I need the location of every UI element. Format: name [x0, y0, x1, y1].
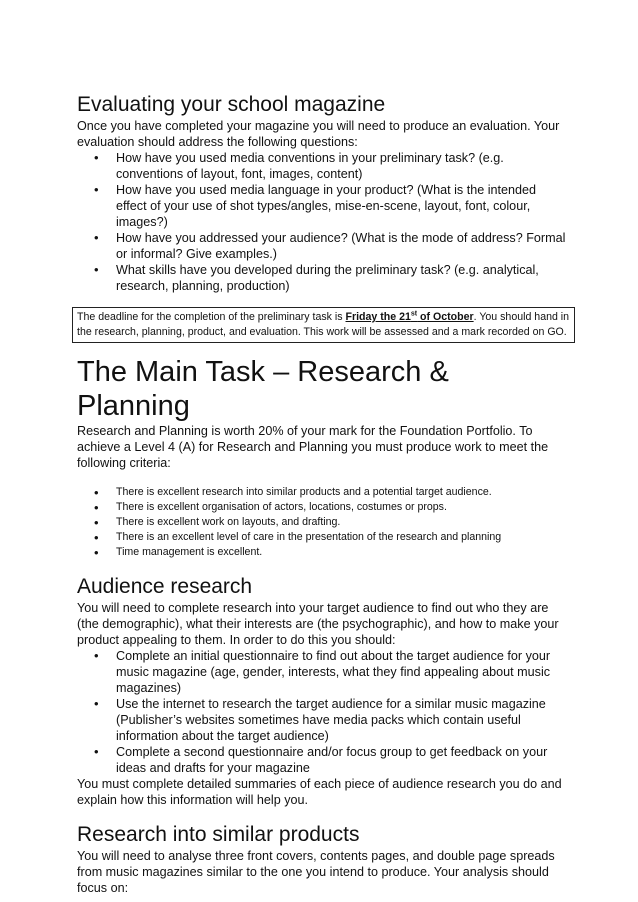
deadline-date-suffix-sup: st: [410, 310, 418, 318]
list-item: • There is an excellent level of care in the presentation of the research and planning: [77, 530, 567, 545]
deadline-date-month: of October: [417, 311, 474, 323]
section-heading-similar-products: Research into similar products: [77, 823, 360, 846]
criteria-list: [77, 485, 567, 560]
list-item: • Use the internet to research the target audience for a similar music magazine (Publisher’s websites sometimes have media packs which contain useful information about the target audience): [77, 696, 567, 744]
list-item: • There is excellent research into similar products and a potential target audience.: [77, 485, 567, 500]
main-task-intro: Research and Planning is worth 20% of your mark for the Foundation Portfolio. To achieve a Level 4 (A) for Research and Planning you must produce work to meet the following criteria:: [77, 424, 549, 470]
deadline-date: [346, 311, 474, 323]
audience-outro: You must complete detailed summaries of each piece of audience research you do and explain how this information will help you.: [77, 777, 562, 807]
list-item: • Complete a second questionnaire and/or focus group to get feedback on your ideas and drafts for your magazine: [77, 744, 567, 776]
list-item: • There is excellent organisation of actors, locations, costumes or props.: [77, 500, 567, 515]
similar-products-intro: You will need to analyse three front covers, contents pages, and double page spreads from music magazines similar to the one you intend to produce. Your analysis should focus on:: [77, 849, 555, 895]
main-task-heading: The Main Task – Research & Planning: [77, 356, 449, 422]
document-content: [77, 92, 570, 896]
list-item: • How have you used media language in your product? (What is the intended effect of your use of shot types/angles, mise-en-scene, layout, font, colour, images?): [77, 182, 567, 230]
audience-intro: You will need to complete research into your target audience to find out who they are (the demographic), what their interests are (the psychographic), and how to make your product appealing to them. In order to do this you should:: [77, 601, 559, 647]
section-heading-evaluating: Evaluating your school magazine: [77, 93, 386, 116]
deadline-text-before: The deadline for the completion of the preliminary task is: [77, 311, 346, 323]
list-item: • There is excellent work on layouts, and drafting.: [77, 515, 567, 530]
audience-steps: [77, 648, 567, 776]
list-item: • Complete an initial questionnaire to find out about the target audience for your music magazine (age, gender, interests, what they find appealing about music magazines): [77, 648, 567, 696]
section-heading-audience: Audience research: [77, 575, 253, 598]
list-item: • What skills have you developed during the preliminary task? (e.g. analytical, research, planning, production): [77, 262, 567, 294]
evaluating-intro: Once you have completed your magazine you will need to produce an evaluation. Your evaluation should address the following questions:: [77, 119, 560, 149]
deadline-text-after: . You should hand in the research, planning, product, and evaluation. This work will be assessed and a mark recorded on GO.: [77, 311, 570, 338]
deadline-box: [72, 307, 575, 343]
list-item: • How have you addressed your audience? (What is the mode of address? Formal or informal? Give examples.): [77, 230, 567, 262]
list-item: • How have you used media conventions in your preliminary task? (e.g. conventions of layout, font, images, content): [77, 150, 567, 182]
list-item: • Time management is excellent.: [77, 545, 567, 560]
evaluating-questions: [77, 150, 567, 294]
deadline-date-day: Friday the 21: [345, 311, 411, 323]
